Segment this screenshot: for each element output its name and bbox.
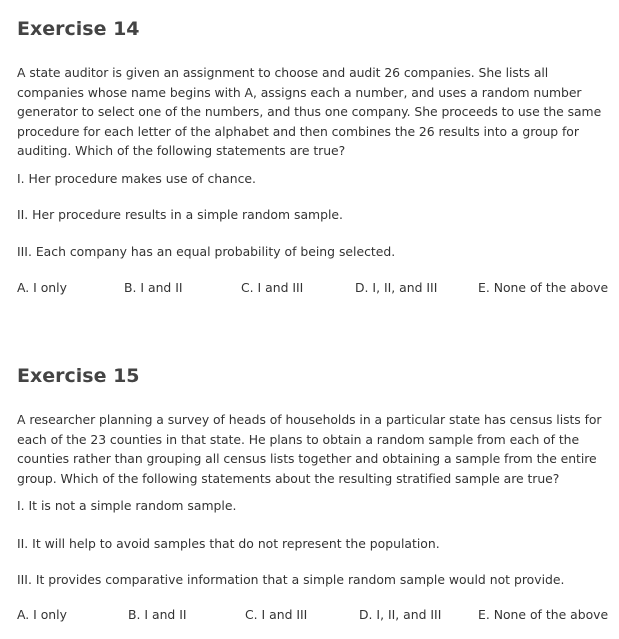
exercise-title: Exercise 15 <box>17 365 140 387</box>
statement-2: II. Her procedure results in a simple random sample. <box>17 207 343 222</box>
exercise-15 <box>17 363 609 622</box>
choice-b: B. I and II <box>128 607 187 622</box>
question-text: A researcher planning a survey of heads of households in a particular state has census lists for each of the 23 counties in that state. He plans to obtain a random sample from each of the counties rather than grouping all census lists together and obtaining a sample from the entire group. Which of the following statements about the resulting stratified sample are true? <box>17 412 602 486</box>
choice-c: C. I and III <box>241 280 304 295</box>
answer-choices <box>17 278 617 298</box>
choice-e: E. None of the above <box>478 607 609 622</box>
choice-d: D. I, II, and III <box>359 607 442 622</box>
statement-2: II. It will help to avoid samples that do not represent the population. <box>17 536 440 551</box>
statement-3: III. Each company has an equal probability of being selected. <box>17 244 396 259</box>
statement-1: I. It is not a simple random sample. <box>17 498 237 513</box>
exercise-14 <box>17 16 609 295</box>
choice-a: A. I only <box>17 607 67 622</box>
statement-1: I. Her procedure makes use of chance. <box>17 171 256 186</box>
choice-b: B. I and II <box>124 280 183 295</box>
choice-d: D. I, II, and III <box>355 280 438 295</box>
exercise-title: Exercise 14 <box>17 18 140 40</box>
choice-a: A. I only <box>17 280 67 295</box>
question-text: A state auditor is given an assignment to choose and audit 26 companies. She lists all companies whose name begins with A, assigns each a number, and uses a random number generator to select one of the numbers, and thus one company. She proceeds to use the same procedure for each letter of the alphabet and then combines the 26 results into a group for auditing. Which of the following statements are true? <box>17 65 602 158</box>
statement-3: III. It provides comparative information that a simple random sample would not provide. <box>17 572 565 587</box>
answer-choices <box>17 605 617 625</box>
choice-e: E. None of the above <box>478 280 609 295</box>
choice-c: C. I and III <box>245 607 308 622</box>
